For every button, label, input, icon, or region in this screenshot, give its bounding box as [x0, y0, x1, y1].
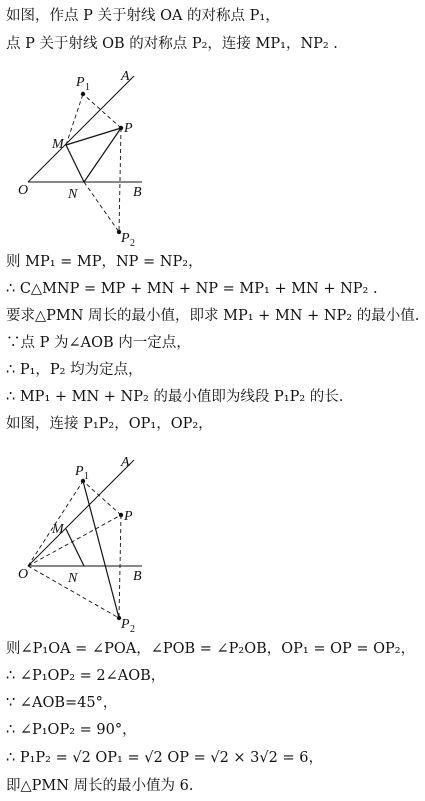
label-b: B: [133, 185, 142, 200]
point-p: [119, 126, 123, 130]
label-m: M: [52, 137, 64, 152]
text-line-13: ∴ ∠P₁OP₂ = 90°，: [6, 722, 137, 738]
label-o: O: [18, 183, 29, 198]
dashed-op: [28, 515, 121, 566]
label-p2-sub: 2: [130, 238, 135, 249]
text-line-10: 则∠P₁OA = ∠POA，∠POB = ∠P₂OB，OP₁ = OP = OP₂，: [6, 641, 416, 657]
label-p: P: [124, 509, 133, 524]
dashed-pp2: [119, 128, 121, 232]
label-p1-sub: 1: [84, 471, 89, 482]
text-line-2: 点 P 关于射线 OB 的对称点 P₂，连接 MP₁，NP₂ .: [6, 36, 338, 52]
dashed-mp1: [66, 94, 83, 145]
segment-np: [84, 128, 121, 182]
segment-mn: [66, 145, 84, 182]
label-o: O: [18, 567, 29, 582]
text-line-12: ∵ ∠AOB=45°，: [6, 695, 118, 711]
text-line-9: 如图，连接 P₁P₂，OP₁，OP₂，: [6, 416, 213, 432]
label-p2-sub: 2: [130, 624, 135, 635]
text-line-11: ∴ ∠P₁OP₂ = 2∠AOB，: [6, 668, 166, 684]
label-p1-sub: 1: [85, 82, 90, 93]
text-line-4: ∴ C△MNP = MP + MN + NP = MP₁ + MN + NP₂ .: [6, 281, 378, 297]
text-line-6: ∵点 P 为∠AOB 内一定点，: [6, 335, 191, 351]
label-a: A: [121, 69, 130, 84]
segment-mn: [66, 529, 84, 566]
label-p1: P: [76, 75, 85, 90]
dashed-np2: [84, 182, 119, 232]
label-p: P: [124, 121, 133, 136]
label-p2: P: [121, 617, 130, 632]
label-a: A: [121, 455, 130, 470]
text-line-7: ∴ P₁，P₂ 均为定点，: [6, 362, 143, 378]
label-p2: P: [121, 231, 130, 246]
label-p1: P: [75, 464, 84, 479]
text-line-14: ∴ P₁P₂ = √2 OP₁ = √2 OP = √2 × 3√2 = 6，: [6, 750, 323, 766]
text-line-15: 即△PMN 周长的最小值为 6.: [6, 778, 194, 794]
geometry-figure-2: [0, 444, 425, 639]
segment-p1p2: [83, 481, 119, 618]
dashed-pp1: [83, 481, 121, 515]
dashed-pp1: [83, 94, 121, 128]
label-m: M: [52, 522, 64, 537]
text-line-1: 如图，作点 P 关于射线 OA 的对称点 P₁，: [6, 8, 280, 24]
segment-mp: [66, 128, 121, 145]
label-b: B: [133, 569, 142, 584]
text-line-8: ∴ MP₁ + MN + NP₂ 的最小值即为线段 P₁P₂ 的长.: [6, 389, 344, 405]
geometry-figure-1: [0, 60, 425, 250]
point-p: [119, 513, 123, 517]
text-line-5: 要求△PMN 周长的最小值，即求 MP₁ + MN + NP₂ 的最小值.: [6, 308, 420, 324]
text-line-3: 则 MP₁ = MP，NP = NP₂，: [6, 254, 203, 270]
label-n: N: [68, 187, 78, 202]
label-n: N: [68, 571, 78, 586]
